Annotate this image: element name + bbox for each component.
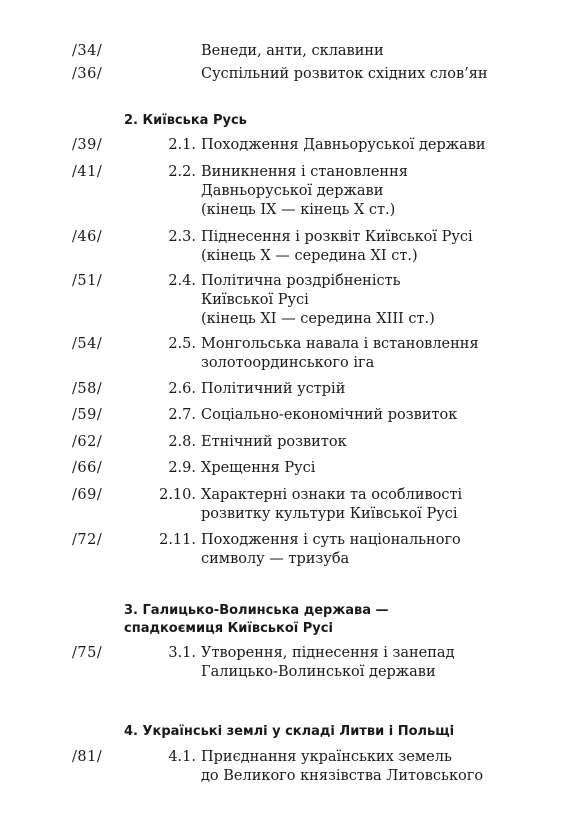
entry-title: Політична роздрібненість Київської Русі (кінець XI — середина XIII ст.) — [201, 273, 435, 327]
entry-number: 2.11. — [159, 532, 196, 548]
page-ref: /39/ — [72, 137, 103, 153]
entry-number: 2.2. — [168, 164, 196, 180]
entry-title: Монгольська навала і встановлення золотоординського іга — [201, 336, 479, 371]
entry-number: 2.10. — [159, 487, 196, 503]
entry-title: Утворення, піднесення і занепад Галицько-Волинської держави — [201, 645, 455, 680]
page-ref: /36/ — [72, 66, 103, 82]
entry-number: 2.5. — [168, 336, 196, 352]
page-ref: /46/ — [72, 229, 103, 245]
section-heading: 4. Українські землі у складі Литви і Польщі — [124, 724, 455, 739]
entry-number: 2.4. — [168, 273, 196, 289]
entry-title: Суспільний розвиток східних слов’ян — [201, 66, 488, 82]
entry-number: 2.9. — [168, 460, 196, 476]
page-ref: /72/ — [72, 532, 103, 548]
page-ref: /54/ — [72, 336, 103, 352]
entry-number: 2.1. — [168, 137, 196, 153]
entry-title: Характерні ознаки та особливості розвитку культури Київської Русі — [201, 487, 463, 522]
page-ref: /59/ — [72, 407, 103, 423]
entry-title: Походження Давньоруської держави — [201, 137, 486, 153]
entry-title: Походження і суть національного символу — тризуба — [201, 532, 461, 567]
page-ref: /75/ — [72, 645, 103, 661]
page-ref: /41/ — [72, 164, 103, 180]
page-ref: /58/ — [72, 381, 103, 397]
page-ref: /81/ — [72, 749, 103, 765]
entry-title: Приєднання українських земель до Великого князівства Литовського — [201, 749, 484, 784]
entry-number: 2.3. — [168, 229, 196, 245]
section-heading: 2. Київська Русь — [124, 113, 247, 128]
entry-number: 2.6. — [168, 381, 196, 397]
entry-title: Піднесення і розквіт Київської Русі (кінець X — середина XI ст.) — [201, 229, 473, 264]
entry-title: Політичний устрій — [201, 381, 346, 397]
entry-number: 2.8. — [168, 434, 196, 450]
page-ref: /62/ — [72, 434, 103, 450]
entry-number: 2.7. — [168, 407, 196, 423]
entry-title: Соціально-економічний розвиток — [201, 407, 458, 423]
page-ref: /69/ — [72, 487, 103, 503]
page-ref: /34/ — [72, 43, 103, 59]
entry-title: Хрещення Русі — [201, 460, 316, 476]
entry-title: Етнічний розвиток — [201, 434, 347, 450]
page-ref: /51/ — [72, 273, 103, 289]
entry-title: Венеди, анти, склавини — [201, 43, 384, 59]
section-heading: 3. Галицько-Волинська держава — спадкоємиця Київської Русі — [124, 603, 389, 636]
entry-number: 3.1. — [168, 645, 196, 661]
page-ref: /66/ — [72, 460, 103, 476]
entry-title: Виникнення і становлення Давньоруської держави (кінець IX — кінець X ст.) — [201, 164, 408, 218]
entry-number: 4.1. — [168, 749, 196, 765]
